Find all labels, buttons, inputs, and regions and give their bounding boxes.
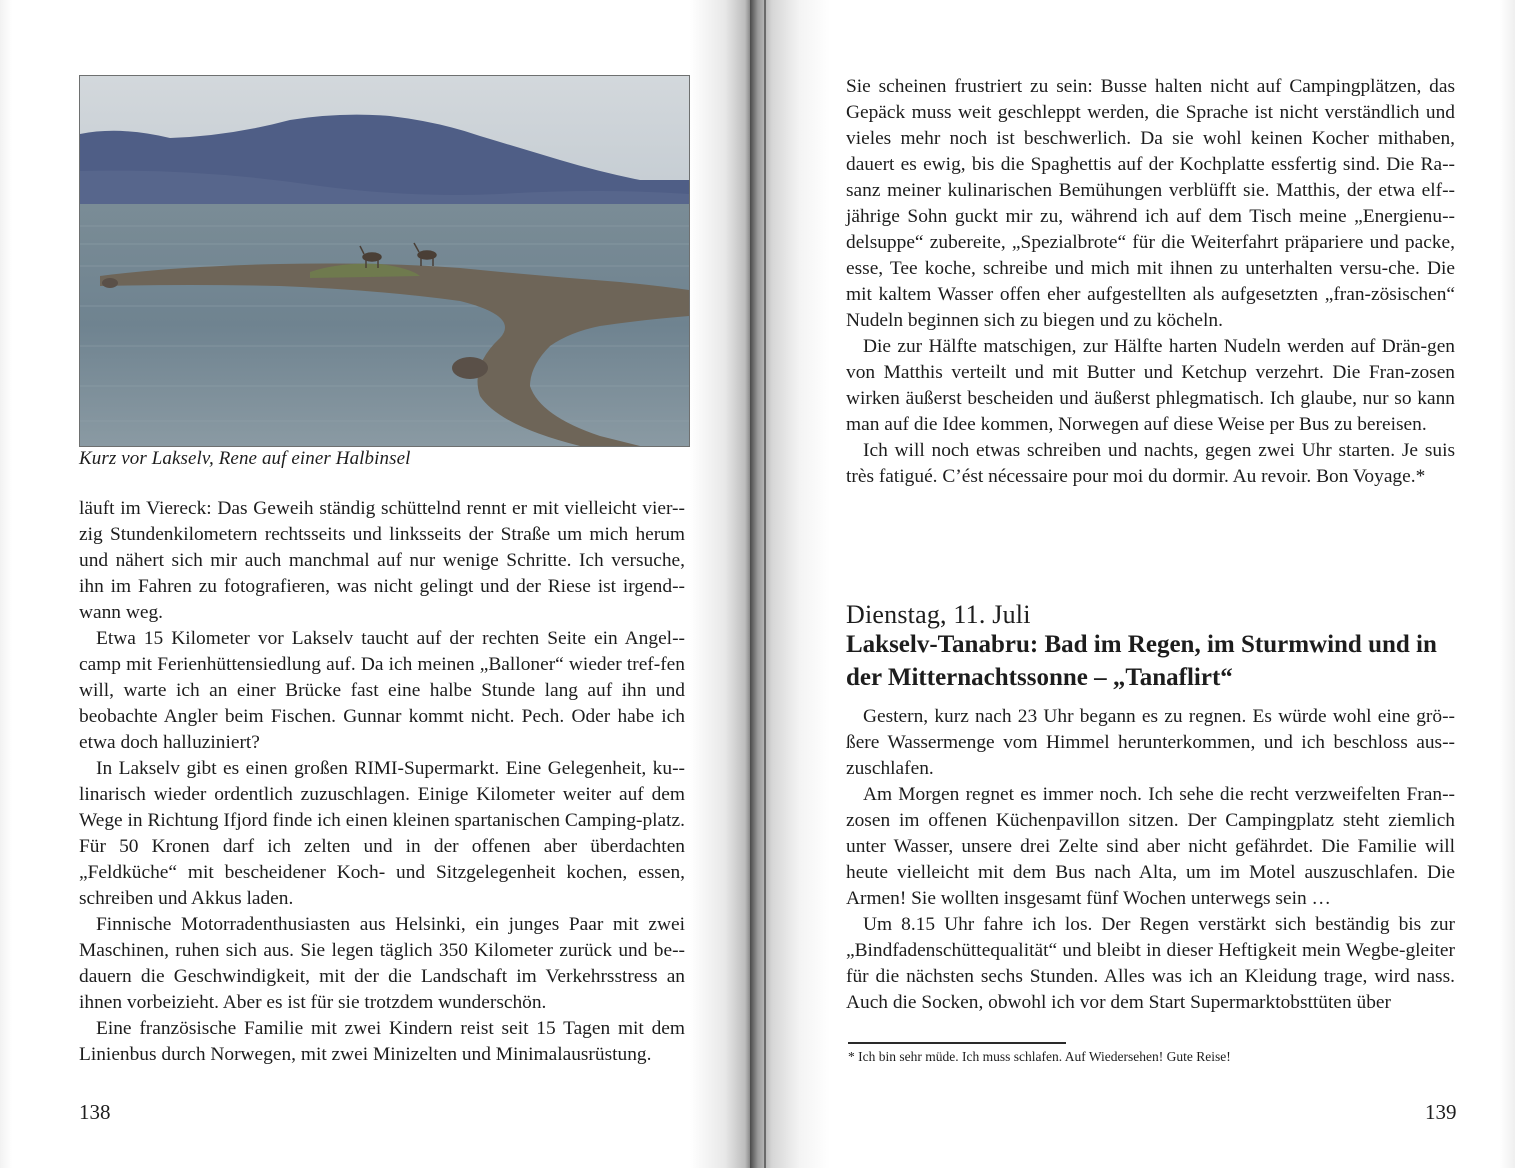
date-heading: Dienstag, 11. Juli xyxy=(846,600,1031,629)
chapter-title: Lakselv-Tanabru: Bad im Regen, im Sturmwind und in der Mitternachtssonne – „Tanaflirt“ xyxy=(846,631,1437,691)
right-text-column-top xyxy=(846,74,1455,490)
paragraph: Ich will noch etwas schreiben und nachts, gegen zwei Uhr starten. Je suis très fatigué. C’ést nécessaire pour moi du dormir. Au revoir. Bon Voyage.* xyxy=(846,440,1455,487)
book-gutter xyxy=(764,0,766,1168)
paragraph: Die zur Hälfte matschigen, zur Hälfte harten Nudeln werden auf Drän-gen von Matthis verteilt und mit Butter und Ketchup verzehrt. Die Fran-zosen wirken äußerst bescheiden und äußerst phlegmatisch. Ich glaube, nur so kann man auf die Idee kommen, Norwegen auf diese Weise per Bus zu bereisen. xyxy=(846,336,1455,435)
paragraph: In Lakselv gibt es einen großen RIMI-Supermarkt. Eine Gelegenheit, ku-linarisch wieder ordentlich zuzuschlagen. Einige Kilometer weiter auf dem Wege in Richtung Ifjord finde ich einen kleinen spartanischen Camping-platz. Für 50 Kronen darf ich zelten und in der offenen aber überdachten „Feldküche“ mit bescheidener Koch- und Sitzgelegenheit kochen, essen, schreiben und Akkus laden. xyxy=(79,758,685,909)
footnote: * Ich bin sehr müde. Ich muss schlafen. Auf Wiedersehen! Gute Reise! xyxy=(848,1049,1231,1064)
page-number-left: 138 xyxy=(79,1100,111,1124)
lakeside-reindeer-photo xyxy=(79,75,690,447)
right-text-column-bottom xyxy=(846,704,1455,1016)
paragraph: Sie scheinen frustriert zu sein: Busse halten nicht auf Campingplätzen, das Gepäck muss weit geschleppt werden, die Sprache ist nicht verständlich und vieles mehr noch ist beschwerlich. Da sie wohl keinen Kocher mithaben, dauert es ewig, bis die Spaghettis auf der Kochplatte essfertig sind. Die Ra-sanz meiner kulinarischen Bemühungen verblüfft sie. Matthis, der etwa elf-jährige Sohn guckt mir zu, während ich auf dem Tisch meine „Energienu-delsuppe“ zubereite, „Spezialbrote“ für die Weiterfahrt präpariere und packe, esse, Tee koche, schreibe und mich mit ihnen zu unterhalten versu-che. Die mit kaltem Wasser offen eher aufgestellten als aufgesetzten „fran-zösischen“ Nudeln beginnen sich zu biegen und zu köcheln. xyxy=(846,76,1455,331)
paragraph: Am Morgen regnet es immer noch. Ich sehe die recht verzweifelten Fran-zosen im offenen Küchenpavillon sitzen. Der Campingplatz steht ziemlich unter Wasser, unsere drei Zelte sind aber nicht gefährdet. Die Familie will heute vielleicht mit dem Bus nach Alta, um im Motel auszuschlafen. Die Armen! Sie wollten insgesamt fünf Wochen unterwegs sein … xyxy=(846,784,1455,909)
page-number-right: 139 xyxy=(1425,1100,1457,1124)
paragraph: Um 8.15 Uhr fahre ich los. Der Regen verstärkt sich beständig bis zur „Bindfadenschüttequalität“ und bleibt in dieser Heftigkeit mein Wegbe-gleiter für die nächsten sechs Stunden. Alles was ich an Kleidung trage, wird nass. Auch die Socken, obwohl ich vor dem Start Supermarktobsttüten über xyxy=(846,914,1455,1013)
photo-caption: Kurz vor Lakselv, Rene auf einer Halbinsel xyxy=(79,448,411,469)
footnote-divider xyxy=(848,1042,1066,1044)
paragraph: läuft im Viereck: Das Geweih ständig schüttelnd rennt er mit vielleicht vier-zig Stundenkilometern rechtsseits und linksseits der Straße um mich herum und nähert sich mir auch manchmal auf nur wenige Schritte. Ich versuche, ihn im Fahren zu fotografieren, was nicht gelingt und der Riese ist irgend-wann weg. xyxy=(79,498,685,623)
paragraph: Eine französische Familie mit zwei Kindern reist seit 15 Tagen mit dem Linienbus durch Norwegen, mit zwei Minizelten und Minimalausrüstung. xyxy=(79,1018,685,1065)
left-text-column xyxy=(79,496,685,1068)
paragraph: Gestern, kurz nach 23 Uhr begann es zu regnen. Es würde wohl eine grö-ßere Wassermenge vom Himmel herunterkommen, und ich beschloss aus-zuschlafen. xyxy=(846,706,1455,779)
paragraph: Finnische Motorradenthusiasten aus Helsinki, ein junges Paar mit zwei Maschinen, ruhen sich aus. Sie legen täglich 350 Kilometer zurück und be-dauern die Geschwindigkeit, mit der die Landschaft im Verkehrsstress an ihnen vorbeizieht. Aber es ist für sie trotzdem wunderschön. xyxy=(79,914,685,1013)
paragraph: Etwa 15 Kilometer vor Lakselv taucht auf der rechten Seite ein Angel-camp mit Ferienhüttensiedlung auf. Da ich meinen „Balloner“ wieder tref-fen will, warte ich an einer Brücke fast eine halbe Stunde lang auf ihn und beobachte Angler beim Fischen. Gunnar kommt nicht. Pech. Oder habe ich etwa doch halluziniert? xyxy=(79,628,685,753)
left-page xyxy=(0,0,750,1168)
